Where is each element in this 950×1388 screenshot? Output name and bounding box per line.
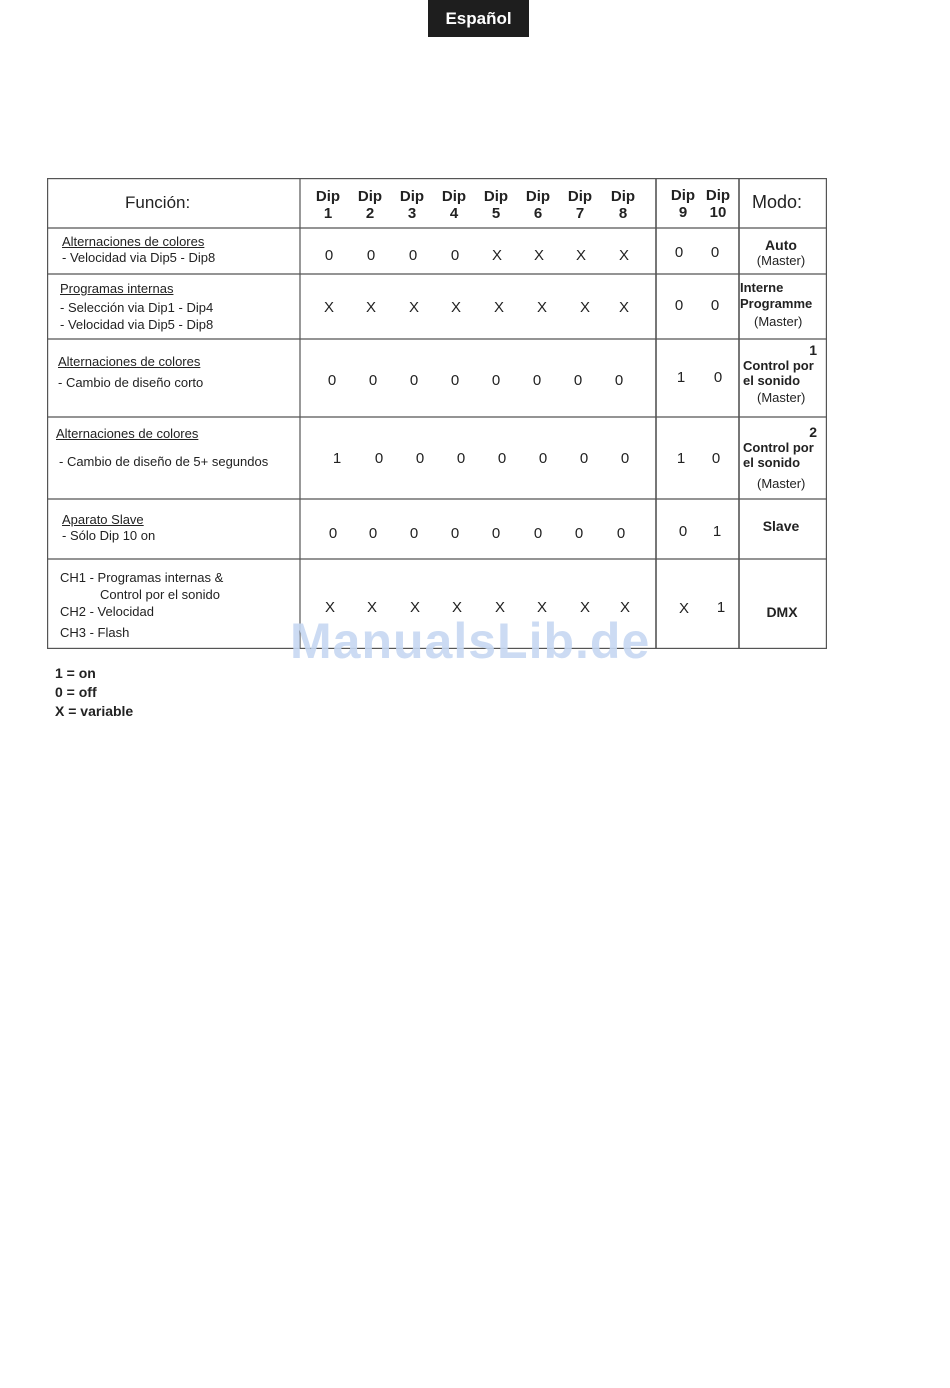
row1-dip1: 0 <box>324 247 334 264</box>
mode-header: Modo: <box>752 192 803 212</box>
row5-dip1: 0 <box>328 525 338 542</box>
row1-dip8: X <box>618 247 629 264</box>
dip-9-header: Dip 9 <box>670 187 696 221</box>
legend-variable: X = variable <box>55 703 134 719</box>
row3-dip7: 0 <box>573 372 583 389</box>
row3-mode: 1 Control por el sonido (Master) <box>743 342 817 405</box>
row2-dip6: X <box>536 299 547 316</box>
row6-mode: DMX <box>766 604 798 620</box>
legend-off: 0 = off <box>55 684 97 700</box>
legend-on: 1 = on <box>55 665 96 681</box>
row6-dip2: X <box>366 599 377 616</box>
row1-dip5: X <box>491 247 502 264</box>
row2-dip8: X <box>618 299 629 316</box>
row4-dip2: 0 <box>374 450 384 467</box>
row3-dip3: 0 <box>409 372 419 389</box>
row3-dip10: 0 <box>713 369 723 386</box>
row2-dip7: X <box>579 299 590 316</box>
row3-dip2: 0 <box>368 372 378 389</box>
row1-dip6: X <box>533 247 544 264</box>
dip-5-header: Dip 5 <box>483 188 509 222</box>
dip-7-header: Dip 7 <box>567 188 593 222</box>
row5-dip8: 0 <box>616 525 626 542</box>
row6-dip7: X <box>579 599 590 616</box>
row1-dip10: 0 <box>710 244 720 261</box>
row2-dip4: X <box>450 299 461 316</box>
dip-2-header: Dip 2 <box>357 188 383 222</box>
row3-dip9: 1 <box>676 369 686 386</box>
table-row-function: CH1 - Programas internas & Control por el sonido CH2 - Velocidad CH3 - Flash <box>60 570 224 640</box>
dip-4-header: Dip 4 <box>441 188 467 222</box>
row2-dip9: 0 <box>674 297 684 314</box>
row4-dip1: 1 <box>332 450 342 467</box>
language-tab: Español <box>428 0 529 37</box>
row2-dip3: X <box>408 299 419 316</box>
row5-dip3: 0 <box>409 525 419 542</box>
row1-dip3: 0 <box>408 247 418 264</box>
row6-dip4: X <box>451 599 462 616</box>
legend <box>55 664 133 721</box>
row3-dip8: 0 <box>614 372 624 389</box>
table-row-function: Aparato Slave - Sólo Dip 10 on <box>62 512 156 543</box>
row3-dip4: 0 <box>450 372 460 389</box>
row5-dip2: 0 <box>368 525 378 542</box>
row4-dip6: 0 <box>538 450 548 467</box>
row4-dip5: 0 <box>497 450 507 467</box>
row6-dip1: X <box>324 599 335 616</box>
table-row-function: Alternaciones de colores - Cambio de diseño de 5+ segundos <box>56 426 269 469</box>
row2-dip1: X <box>323 299 334 316</box>
row3-dip6: 0 <box>532 372 542 389</box>
row4-mode: 2 Control por el sonido (Master) <box>743 424 817 491</box>
row4-dip3: 0 <box>415 450 425 467</box>
table-row-function: Alternaciones de colores - Cambio de diseño corto <box>58 354 204 390</box>
row5-dip10: 1 <box>712 523 722 540</box>
row1-dip4: 0 <box>450 247 460 264</box>
row5-dip9: 0 <box>678 523 688 540</box>
row3-dip5: 0 <box>491 372 501 389</box>
watermark: ManualsLib.de <box>290 613 651 669</box>
row4-dip8: 0 <box>620 450 630 467</box>
row5-dip4: 0 <box>450 525 460 542</box>
row6-dip3: X <box>409 599 420 616</box>
dip-3-header: Dip 3 <box>399 188 425 222</box>
dip-10-header: Dip 10 <box>705 187 731 221</box>
table-row-function: Programas internas - Selección via Dip1 - Dip4 - Velocidad via Dip5 - Dip8 <box>60 281 214 332</box>
dip-8-header: Dip 8 <box>610 188 636 222</box>
dip-1-header: Dip 1 <box>315 188 341 222</box>
row6-dip8: X <box>619 599 630 616</box>
table-row-function: Alternaciones de colores - Velocidad via Dip5 - Dip8 <box>62 234 216 265</box>
row2-mode: Interne Programme (Master) <box>740 280 813 329</box>
row5-mode: Slave <box>762 518 800 534</box>
row2-dip10: 0 <box>710 297 720 314</box>
row6-dip5: X <box>494 599 505 616</box>
row6-dip9: X <box>678 600 689 617</box>
dip-switch-table <box>47 178 827 649</box>
row6-dip6: X <box>536 599 547 616</box>
row1-dip7: X <box>575 247 586 264</box>
row4-dip9: 1 <box>676 450 686 467</box>
row4-dip10: 0 <box>711 450 721 467</box>
row2-dip5: X <box>493 299 504 316</box>
row5-dip5: 0 <box>491 525 501 542</box>
row1-dip9: 0 <box>674 244 684 261</box>
function-header: Función: <box>125 193 191 212</box>
row2-dip2: X <box>365 299 376 316</box>
row6-dip10: 1 <box>716 599 726 616</box>
row5-dip6: 0 <box>533 525 543 542</box>
dip-6-header: Dip 6 <box>525 188 551 222</box>
row3-dip1: 0 <box>327 372 337 389</box>
row1-mode: Auto (Master) <box>756 237 806 268</box>
row1-dip2: 0 <box>366 247 376 264</box>
row4-dip7: 0 <box>579 450 589 467</box>
row5-dip7: 0 <box>574 525 584 542</box>
row4-dip4: 0 <box>456 450 466 467</box>
